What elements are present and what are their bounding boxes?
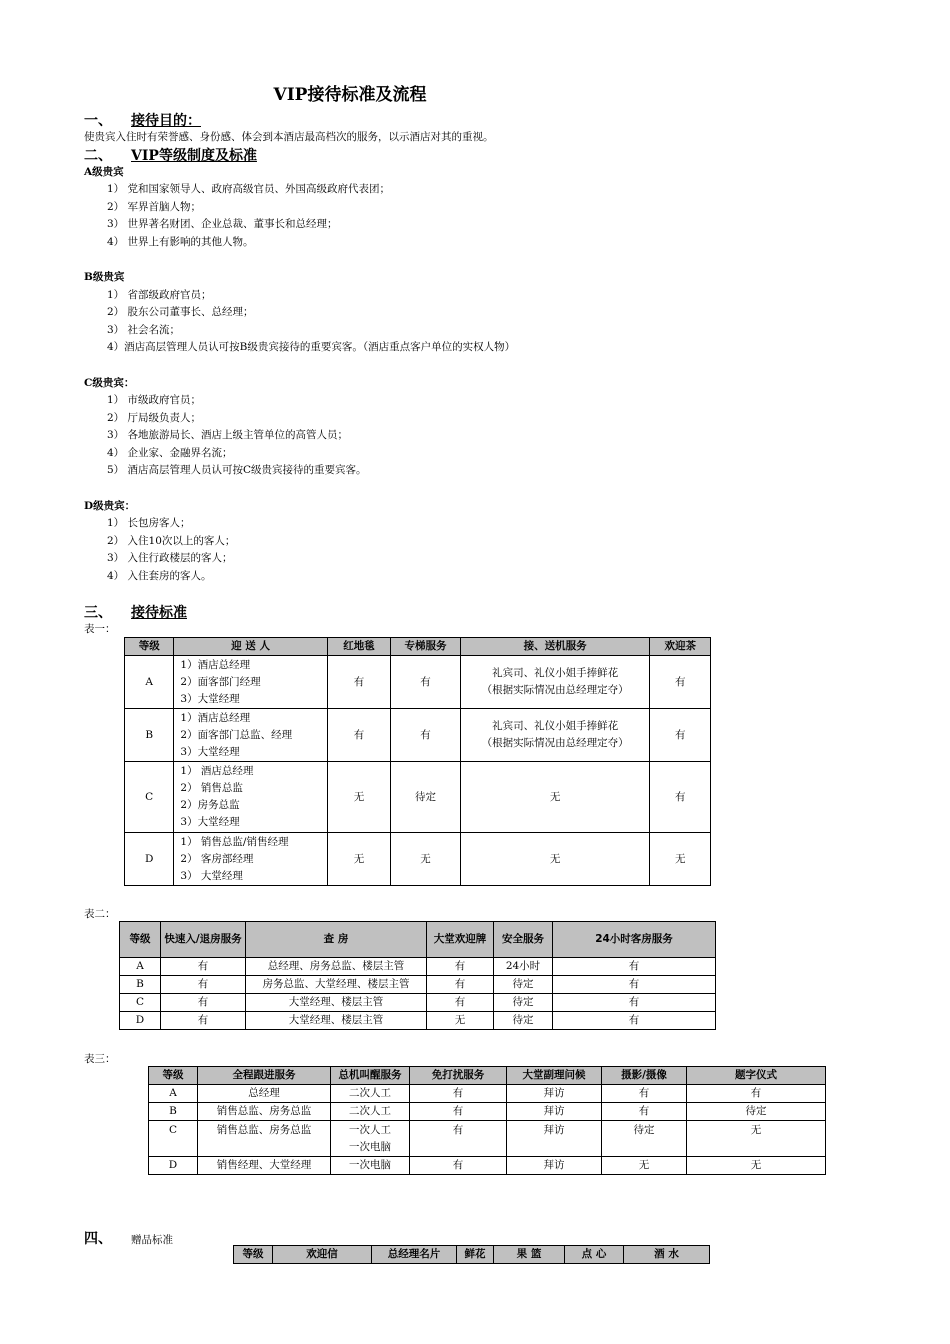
people-cell [174,833,327,886]
section-number: 三、 [84,605,112,621]
table-cell: 有 [602,1103,687,1121]
people-cell [174,762,327,833]
lift-cell: 无 [391,833,461,886]
list-item: 4） 世界上有影响的其他人物。 [107,236,254,248]
reception-table-2 [119,921,716,1030]
list-item: 4） 入住套房的客人。 [107,570,212,582]
table-caption: 表三： [84,1053,116,1065]
section-heading-3 [84,602,187,622]
table-cell: 无 [687,1157,826,1175]
table-row [125,833,711,886]
section-heading-2 [84,145,257,165]
tea-cell: 有 [650,709,711,762]
list-item: 2） 股东公司董事长、总经理； [107,306,254,318]
table-cell: 总经理、房务总监、楼层主管 [246,958,427,976]
table-header: 快速入/退房服务 [161,922,246,958]
table-cell: D [120,1012,161,1030]
section-number: 二、 [84,148,112,164]
people-line: 2）房务总监 [180,799,240,811]
list-item: 3） 各地旅游局长、酒店上级主管单位的高管人员； [107,429,349,441]
table-header: 摄影/摄像 [602,1067,687,1085]
pickup-cell: 无 [460,833,650,886]
table-row [149,1085,826,1103]
table-cell: C [149,1121,198,1157]
table-cell: 拜访 [507,1103,602,1121]
list-item: 3） 世界著名财团、企业总裁、董事长和总经理； [107,218,338,230]
table-header: 鲜花 [457,1246,494,1264]
table-cell: C [120,994,161,1012]
table-row [120,976,716,994]
table-cell: 无 [687,1121,826,1157]
table-cell: 一次人工 一次电脑 [331,1121,410,1157]
people-line: 3）大堂经理 [180,816,240,828]
people-line: 3） 大堂经理 [180,869,243,882]
gift-table [233,1245,710,1264]
list-item: 4） 企业家、金融界名流； [107,447,233,459]
table-cell: B [120,976,161,994]
table-row [125,656,711,709]
people-line: 2）面客部门总监、经理 [180,728,293,741]
pickup-cell: 无 [460,762,650,833]
table-cell: 有 [410,1121,507,1157]
section-title: 接待目的： [131,113,201,129]
people-line: 3）大堂经理 [180,745,240,758]
table-header: 大堂副理问候 [507,1067,602,1085]
table-cell: 有 [161,1012,246,1030]
people-line: 1）酒店总经理 [180,658,251,671]
table-header: 酒 水 [624,1246,710,1264]
section-number: 四、 [84,1231,112,1247]
table-cell: A [149,1085,198,1103]
reception-table-1 [124,637,711,886]
grade-cell: B [125,709,174,762]
table-header: 总机叫醒服务 [331,1067,410,1085]
table-cell: 有 [553,976,716,994]
table-row [149,1103,826,1121]
table-cell: 拜访 [507,1121,602,1157]
list-item: 2） 军界首脑人物； [107,201,202,213]
table-cell: 总经理 [198,1085,331,1103]
carpet-cell: 无 [327,762,391,833]
table-header: 等级 [234,1246,273,1264]
tea-cell: 无 [650,833,711,886]
grade-cell: A [125,656,174,709]
table-header: 红地毯 [327,638,391,656]
table-header: 点 心 [565,1246,624,1264]
people-line: 2） 销售总监 [180,782,243,794]
table-row [120,994,716,1012]
table-cell: 有 [161,994,246,1012]
table-caption: 表二： [84,908,116,920]
pickup-line: （根据实际情况由总经理定夺） [481,737,629,749]
table-cell: D [149,1157,198,1175]
table-cell: B [149,1103,198,1121]
table-cell: 待定 [494,994,553,1012]
table-header: 题字仪式 [687,1067,826,1085]
grade-heading-c: C级贵宾： [84,377,135,389]
tea-cell: 有 [650,656,711,709]
table-cell: 待定 [494,1012,553,1030]
carpet-cell: 无 [327,833,391,886]
table-header: 欢迎信 [273,1246,372,1264]
table-cell: 销售总监、房务总监 [198,1103,331,1121]
table-cell: 一次电脑 [331,1157,410,1175]
table-caption: 表一： [84,623,116,635]
table-row [120,958,716,976]
table-header: 等级 [149,1067,198,1085]
table-cell: 有 [161,976,246,994]
section-heading-1 [84,110,201,130]
table-cell: 拜访 [507,1085,602,1103]
table-row [149,1121,826,1157]
table-header: 大堂欢迎牌 [427,922,494,958]
people-cell [174,709,327,762]
table-cell: 待定 [494,976,553,994]
table-cell: 待定 [602,1121,687,1157]
list-item: 1） 市级政府官员； [107,394,202,406]
table-cell: 待定 [687,1103,826,1121]
table-cell: 无 [427,1012,494,1030]
pickup-cell [460,656,650,709]
list-item: 3） 社会名流； [107,324,181,336]
list-item: 4）酒店高层管理人员认可按B级贵宾接待的重要宾客。（酒店重点客户单位的实权人物） [107,341,516,353]
table-cell: 有 [427,976,494,994]
table-cell: A [120,958,161,976]
people-line: 2） 客房部经理 [180,852,254,865]
table-cell: 二次人工 [331,1103,410,1121]
table-cell: 有 [410,1157,507,1175]
section-title: 赠品标准 [131,1234,173,1246]
table-cell: 二次人工 [331,1085,410,1103]
table-cell: 大堂经理、楼层主管 [246,994,427,1012]
reception-table-3 [148,1066,826,1175]
table-cell: 有 [602,1085,687,1103]
grade-heading-a: A级贵宾 [84,166,124,178]
lift-cell: 有 [391,709,461,762]
people-line: 1） 酒店总经理 [180,765,254,777]
table-header: 免打扰服务 [410,1067,507,1085]
table-cell: 有 [553,994,716,1012]
section-heading-4 [84,1228,173,1248]
table-row [125,709,711,762]
pickup-cell [460,709,650,762]
table-cell: 销售经理、大堂经理 [198,1157,331,1175]
carpet-cell: 有 [327,709,391,762]
table-cell: 有 [410,1085,507,1103]
section-number: 一、 [84,113,112,129]
table-cell: 有 [427,958,494,976]
grade-cell: C [125,762,174,833]
grade-heading-b: B级贵宾 [84,271,125,283]
table-header: 迎 送 人 [174,638,327,656]
table-cell: 拜访 [507,1157,602,1175]
table-cell: 房务总监、大堂经理、楼层主管 [246,976,427,994]
tea-cell: 有 [650,762,711,833]
carpet-cell: 有 [327,656,391,709]
table-cell: 大堂经理、楼层主管 [246,1012,427,1030]
section-title: VIP等级制度及标准 [131,148,257,164]
table-row [125,762,711,833]
table-cell: 有 [161,958,246,976]
pickup-line: （根据实际情况由总经理定夺） [481,684,629,696]
table-header: 等级 [120,922,161,958]
table-header: 果 篮 [494,1246,565,1264]
purpose-text: 使贵宾入住时有荣誉感、身份感、体会到本酒店最高档次的服务，以示酒店对其的重视。 [84,131,494,143]
lift-cell: 待定 [391,762,461,833]
grade-heading-d: D级贵宾： [84,500,136,512]
table-cell: 有 [687,1085,826,1103]
table-cell: 有 [553,1012,716,1030]
table-cell: 有 [427,994,494,1012]
page-title: VIP接待标准及流程 [273,85,427,105]
table-header: 欢迎茶 [650,638,711,656]
table-cell: 有 [410,1103,507,1121]
list-item: 2） 入住10次以上的客人； [107,535,236,547]
table-header: 安全服务 [494,922,553,958]
table-row [149,1157,826,1175]
table-cell: 24小时 [494,958,553,976]
list-item: 1） 省部级政府官员； [107,289,212,301]
table-cell: 无 [602,1157,687,1175]
table-header: 查 房 [246,922,427,958]
table-header: 24小时客房服务 [553,922,716,958]
pickup-line: 礼宾司、礼仪小姐手捧鲜花 [492,720,619,732]
table-cell: 销售总监、房务总监 [198,1121,331,1157]
table-cell: 有 [553,958,716,976]
people-line: 3）大堂经理 [180,692,240,705]
grade-cell: D [125,833,174,886]
table-header: 总经理名片 [372,1246,457,1264]
list-item: 2） 厅局级负责人； [107,412,202,424]
people-line: 1）酒店总经理 [180,711,251,724]
table-row [120,1012,716,1030]
table-header: 等级 [125,638,174,656]
pickup-line: 礼宾司、礼仪小姐手捧鲜花 [492,667,619,679]
list-item: 3） 入住行政楼层的客人； [107,552,233,564]
section-title: 接待标准 [131,605,187,621]
list-item: 1） 党和国家领导人、政府高级官员、外国高级政府代表团； [107,183,391,195]
lift-cell: 有 [391,656,461,709]
table-header: 全程跟进服务 [198,1067,331,1085]
list-item: 5） 酒店高层管理人员认可按C级贵宾接待的重要宾客。 [107,464,367,476]
list-item: 1） 长包房客人； [107,517,191,529]
table-header: 接、送机服务 [460,638,650,656]
people-cell [174,656,327,709]
table-header: 专梯服务 [391,638,461,656]
people-line: 1） 销售总监/销售经理 [180,835,289,848]
people-line: 2）面客部门经理 [180,675,261,688]
